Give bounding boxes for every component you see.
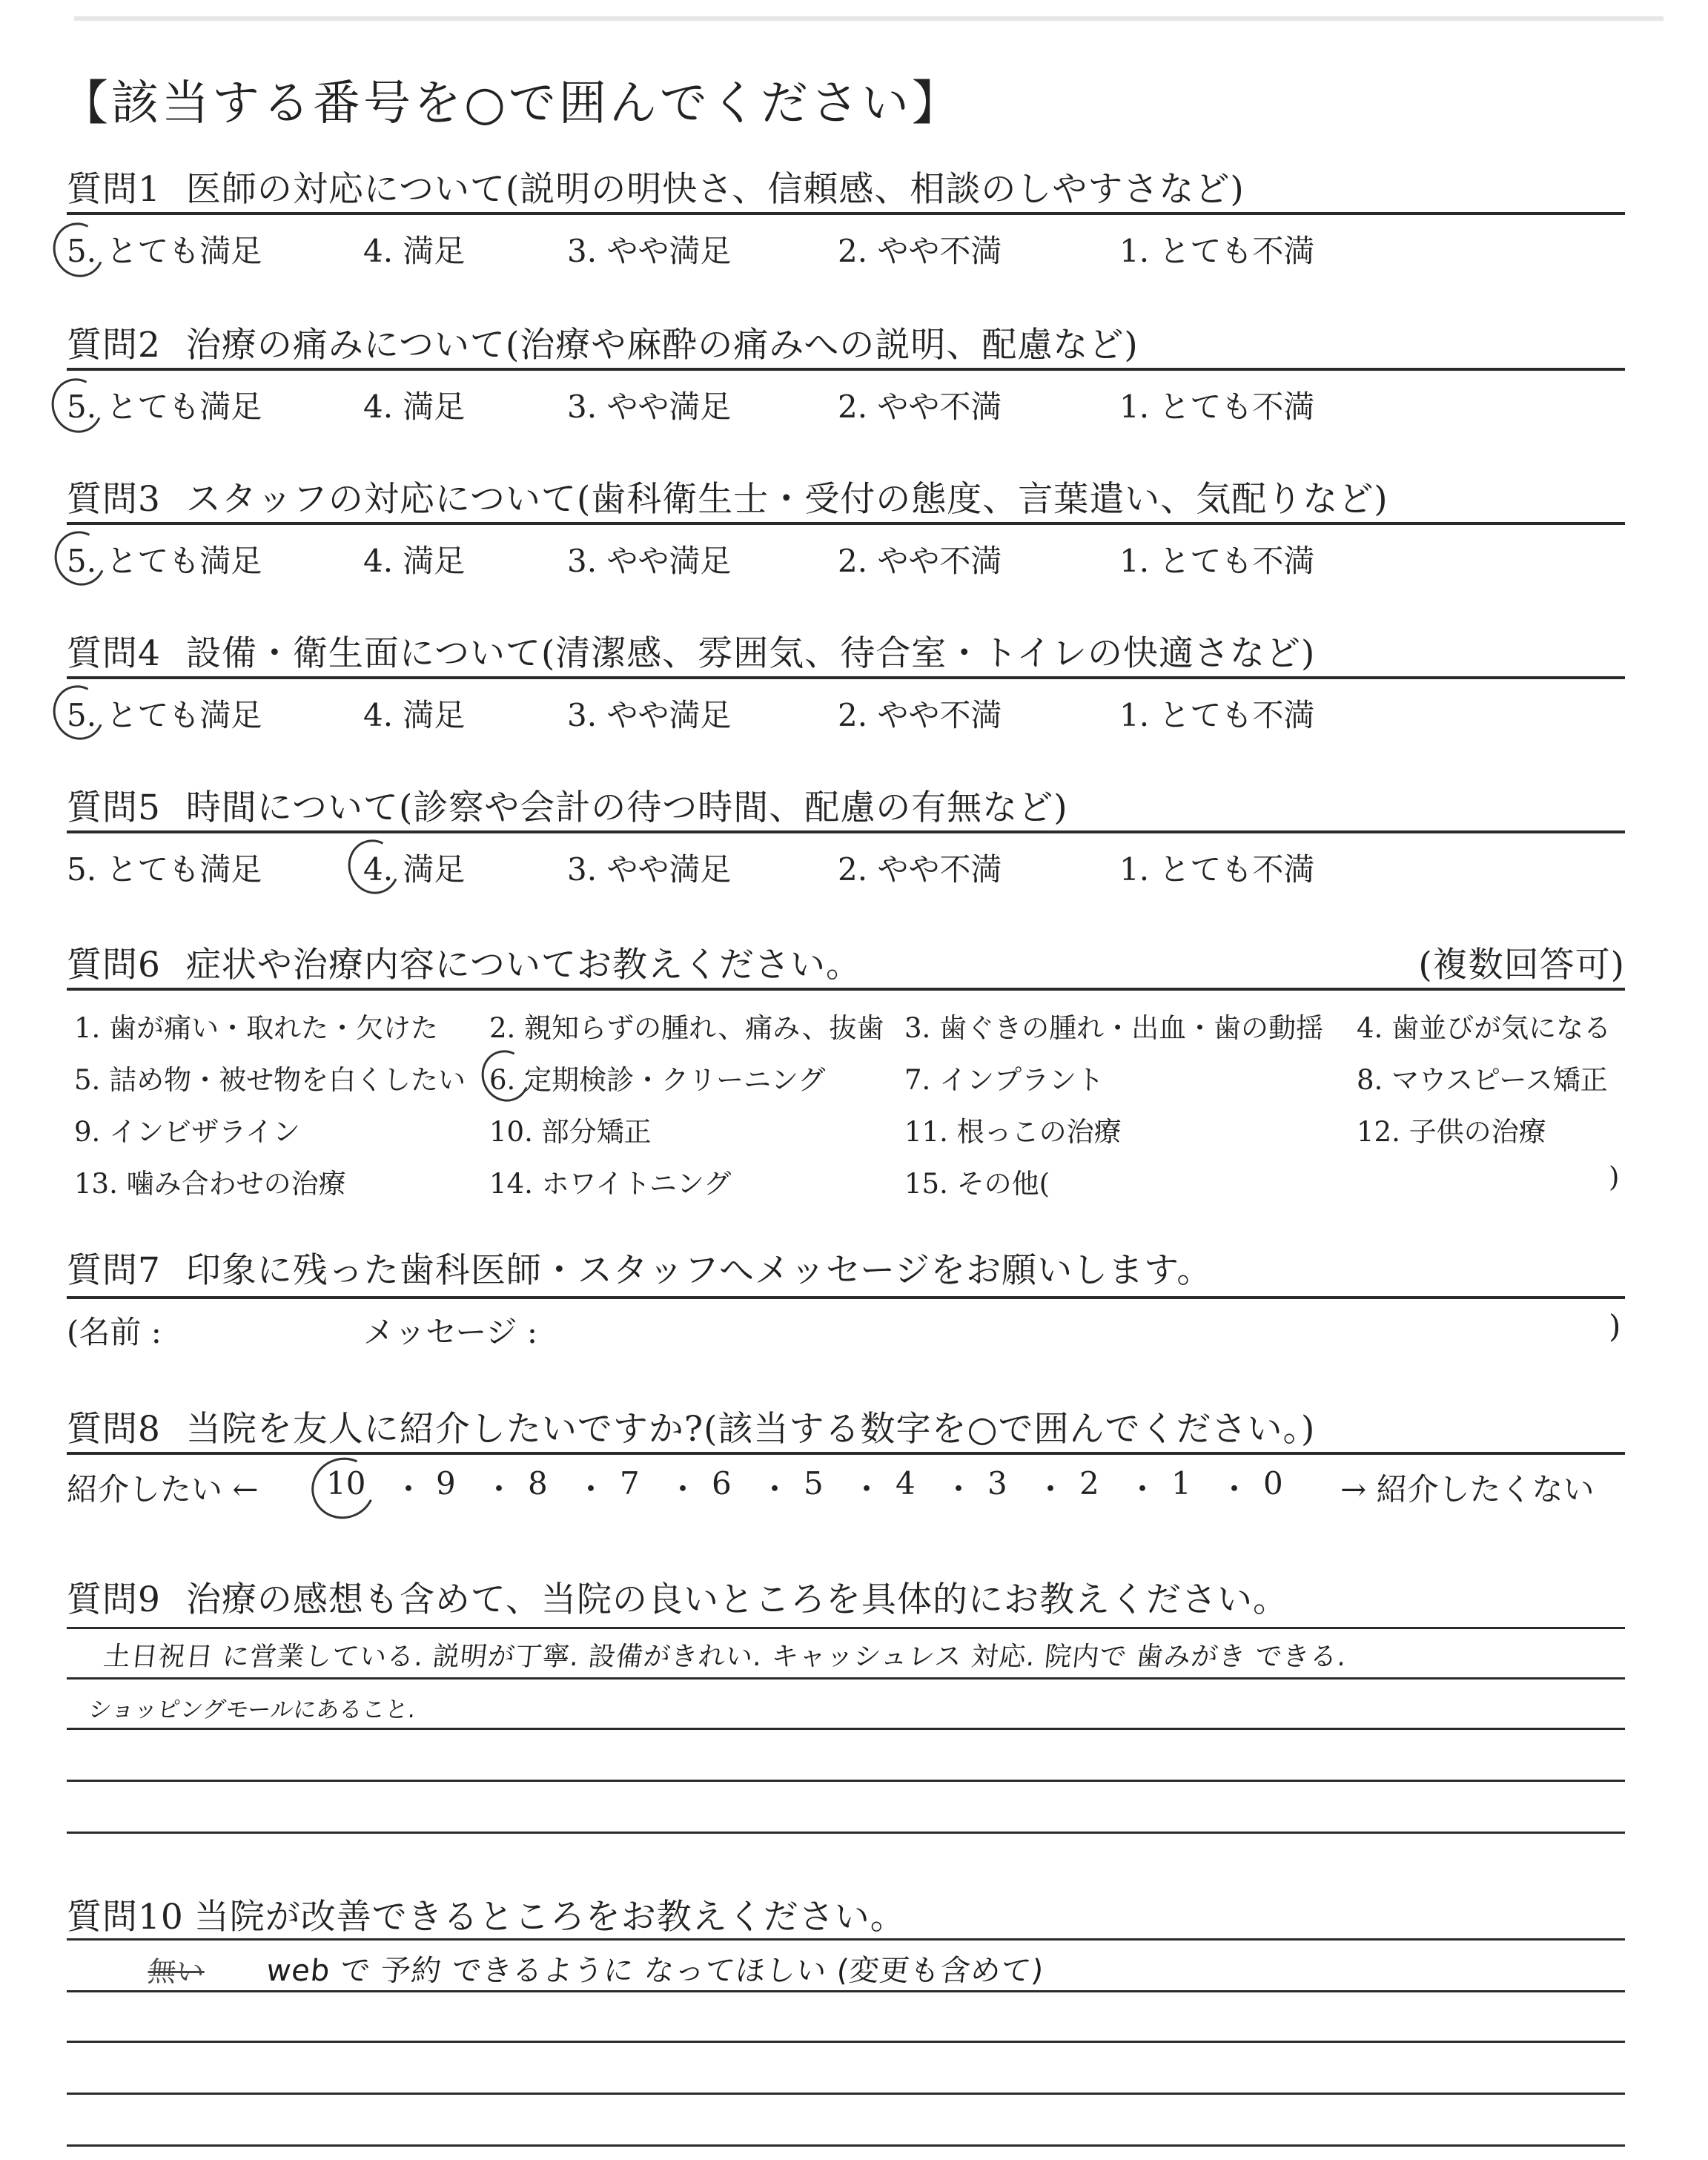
- dot-separator: ・: [1035, 1471, 1067, 1507]
- page-title: 【該当する番号を○で囲んでください】: [61, 76, 962, 131]
- dot-separator: ・: [1219, 1471, 1251, 1507]
- rating-options: [67, 227, 1625, 268]
- question-label: 質問7: [67, 1250, 161, 1291]
- question-label: 質問9: [67, 1579, 161, 1620]
- dot-separator: ・: [759, 1471, 791, 1507]
- question-label: 質問8: [67, 1409, 161, 1450]
- name-label: (名前 :: [67, 1314, 162, 1350]
- answer-line: [67, 1780, 1625, 1782]
- divider: [67, 988, 1625, 991]
- option-4[interactable]: 4. 満足: [363, 543, 466, 579]
- message-label: メッセージ :: [363, 1314, 537, 1350]
- option-5[interactable]: 5. とても満足: [67, 851, 262, 888]
- score-8[interactable]: 8: [528, 1465, 548, 1502]
- treatment-option[interactable]: 3. 歯ぐきの腫れ・出血・歯の動揺: [904, 1012, 1324, 1044]
- question-text: 症状や治療内容についてお教えください。: [185, 945, 861, 985]
- question-text: 設備・衛生面について(清潔感、雰囲気、待合室・トイレの快適さなど): [185, 633, 1316, 674]
- treatment-option[interactable]: 14. ホワイトニング: [489, 1168, 732, 1200]
- selection-circle: [340, 833, 406, 902]
- rating-options: [67, 845, 1625, 887]
- score-6[interactable]: 6: [712, 1465, 732, 1502]
- question-text: 時間について(診察や会計の待つ時間、配慮の有無など): [185, 787, 1068, 828]
- scan-top-edge: [0, 0, 1708, 30]
- rating-options: [67, 383, 1625, 424]
- handwritten-answer: web で 予約 できるように なってほしい (変更も含めて): [265, 1954, 1046, 1988]
- question-label: 質問5: [67, 787, 161, 828]
- score-5[interactable]: 5: [804, 1465, 824, 1502]
- option-5[interactable]: 5. とても満足: [67, 233, 262, 269]
- question-text: 医師の対応について(説明の明快さ、信頼感、相談のしやすさなど): [185, 169, 1245, 210]
- divider: [67, 1296, 1625, 1299]
- answer-line: [67, 1832, 1625, 1834]
- divider: [67, 368, 1625, 371]
- score-7[interactable]: 7: [620, 1465, 640, 1502]
- question-text: 治療の感想も含めて、当院の良いところを具体的にお教えください。: [185, 1579, 1288, 1620]
- other-close-paren: ): [1609, 1161, 1620, 1193]
- score-2[interactable]: 2: [1079, 1465, 1099, 1502]
- option-2[interactable]: 2. やや不満: [838, 851, 1002, 888]
- answer-line: [67, 1728, 1625, 1730]
- dot-separator: ・: [1127, 1471, 1159, 1507]
- question-label: 質問3: [67, 479, 161, 520]
- struck-through-text: 無い: [146, 1955, 206, 1988]
- option-3[interactable]: 3. やや満足: [567, 851, 732, 888]
- score-0[interactable]: 0: [1263, 1465, 1283, 1502]
- treatment-option[interactable]: 12. 子供の治療: [1357, 1116, 1546, 1148]
- treatment-option[interactable]: 10. 部分矯正: [489, 1116, 652, 1148]
- handwritten-answer-line-1: 土日祝日 に営業している. 説明が丁寧. 設備がきれい. キャッシュレス 対応. 院内で 歯みがき できる.: [102, 1642, 1348, 1672]
- option-1[interactable]: 1. とても不満: [1119, 233, 1315, 269]
- score-3[interactable]: 3: [987, 1465, 1007, 1502]
- score-1[interactable]: 1: [1171, 1465, 1191, 1502]
- divider: [67, 676, 1625, 679]
- message-close-paren: ): [1609, 1308, 1621, 1344]
- score-10[interactable]: 10: [326, 1465, 366, 1502]
- treatment-option[interactable]: 4. 歯並びが気になる: [1357, 1012, 1612, 1044]
- treatment-option[interactable]: 15. その他(: [904, 1168, 1050, 1200]
- option-1[interactable]: 1. とても不満: [1119, 851, 1315, 888]
- treatment-option[interactable]: 5. 詰め物・被せ物を白くしたい: [74, 1064, 466, 1096]
- option-2[interactable]: 2. やや不満: [838, 697, 1002, 733]
- divider: [67, 1452, 1625, 1455]
- option-2[interactable]: 2. やや不満: [838, 543, 1002, 579]
- message-row: [67, 1308, 1625, 1350]
- selection-circle: [474, 1043, 537, 1109]
- option-3[interactable]: 3. やや満足: [567, 233, 732, 269]
- dot-separator: ・: [943, 1471, 975, 1507]
- question-label: 質問4: [67, 633, 161, 674]
- treatment-option[interactable]: 2. 親知らずの腫れ、痛み、抜歯: [489, 1012, 884, 1044]
- answer-line: [67, 1627, 1625, 1629]
- option-4[interactable]: 4. 満足: [363, 389, 466, 425]
- treatment-option[interactable]: 9. インビザライン: [74, 1116, 300, 1148]
- answer-line: [67, 1990, 1625, 1992]
- rating-options: [67, 691, 1625, 733]
- selection-circle: [45, 216, 111, 285]
- option-5[interactable]: 5. とても満足: [67, 543, 262, 579]
- question-text: 治療の痛みについて(治療や麻酔の痛みへの説明、配慮など): [185, 325, 1139, 366]
- answer-line: [67, 2093, 1625, 2095]
- option-3[interactable]: 3. やや満足: [567, 697, 732, 733]
- option-5[interactable]: 5. とても満足: [67, 389, 262, 425]
- dot-separator: ・: [575, 1471, 607, 1507]
- option-5[interactable]: 5. とても満足: [67, 697, 262, 733]
- treatment-option[interactable]: 13. 噛み合わせの治療: [74, 1168, 346, 1200]
- recommend-scale: [67, 1465, 1631, 1510]
- option-4[interactable]: 4. 満足: [363, 851, 466, 888]
- selection-circle: [47, 524, 113, 593]
- answer-line: [67, 1677, 1625, 1680]
- answer-line: [67, 1938, 1625, 1941]
- multiple-answer-note: (複数回答可): [1418, 945, 1625, 985]
- dot-separator: ・: [483, 1471, 515, 1507]
- question-label: 質問2: [67, 325, 161, 366]
- question-label: 質問1: [67, 169, 161, 210]
- option-4[interactable]: 4. 満足: [363, 233, 466, 269]
- divider: [67, 830, 1625, 833]
- option-1[interactable]: 1. とても不満: [1119, 543, 1315, 579]
- question-text: 当院が改善できるところをお教えください。: [193, 1897, 906, 1938]
- score-4[interactable]: 4: [896, 1465, 916, 1502]
- selection-circle: [303, 1449, 384, 1527]
- treatment-option[interactable]: 1. 歯が痛い・取れた・欠けた: [74, 1012, 439, 1044]
- treatment-option[interactable]: 8. マウスピース矯正: [1357, 1064, 1608, 1096]
- treatment-option[interactable]: 7. インプラント: [904, 1064, 1105, 1096]
- recommend-left-label: 紹介したい ←: [67, 1471, 259, 1507]
- answer-line: [67, 2144, 1625, 2147]
- option-3[interactable]: 3. やや満足: [567, 543, 732, 579]
- treatment-option[interactable]: 11. 根っこの治療: [904, 1116, 1122, 1148]
- option-3[interactable]: 3. やや満足: [567, 389, 732, 425]
- option-2[interactable]: 2. やや不満: [838, 233, 1002, 269]
- handwritten-answer-line-2: ショッピングモールにあること.: [87, 1697, 417, 1723]
- question-text: 当院を友人に紹介したいですか?(該当する数字を○で囲んでください。): [185, 1409, 1316, 1450]
- answer-line: [67, 2041, 1625, 2043]
- treatment-option[interactable]: 6. 定期検診・クリーニング: [489, 1064, 826, 1096]
- rating-options: [67, 537, 1625, 578]
- recommend-right-label: → 紹介したくない: [1340, 1471, 1595, 1507]
- dot-separator: ・: [667, 1471, 699, 1507]
- dot-separator: ・: [393, 1471, 425, 1507]
- option-4[interactable]: 4. 満足: [363, 697, 466, 733]
- score-9[interactable]: 9: [436, 1465, 456, 1502]
- divider: [67, 212, 1625, 215]
- option-2[interactable]: 2. やや不満: [838, 389, 1002, 425]
- dot-separator: ・: [851, 1471, 883, 1507]
- question-label: 質問10: [67, 1897, 184, 1938]
- question-label: 質問6: [67, 945, 161, 985]
- option-1[interactable]: 1. とても不満: [1119, 697, 1315, 733]
- selection-circle: [44, 371, 110, 440]
- divider: [67, 522, 1625, 525]
- question-text: 印象に残った歯科医師・スタッフへメッセージをお願いします。: [185, 1250, 1213, 1291]
- selection-circle: [45, 678, 111, 747]
- option-1[interactable]: 1. とても不満: [1119, 389, 1315, 425]
- question-text: スタッフの対応について(歯科衛生士・受付の態度、言葉遣い、気配りなど): [185, 479, 1388, 520]
